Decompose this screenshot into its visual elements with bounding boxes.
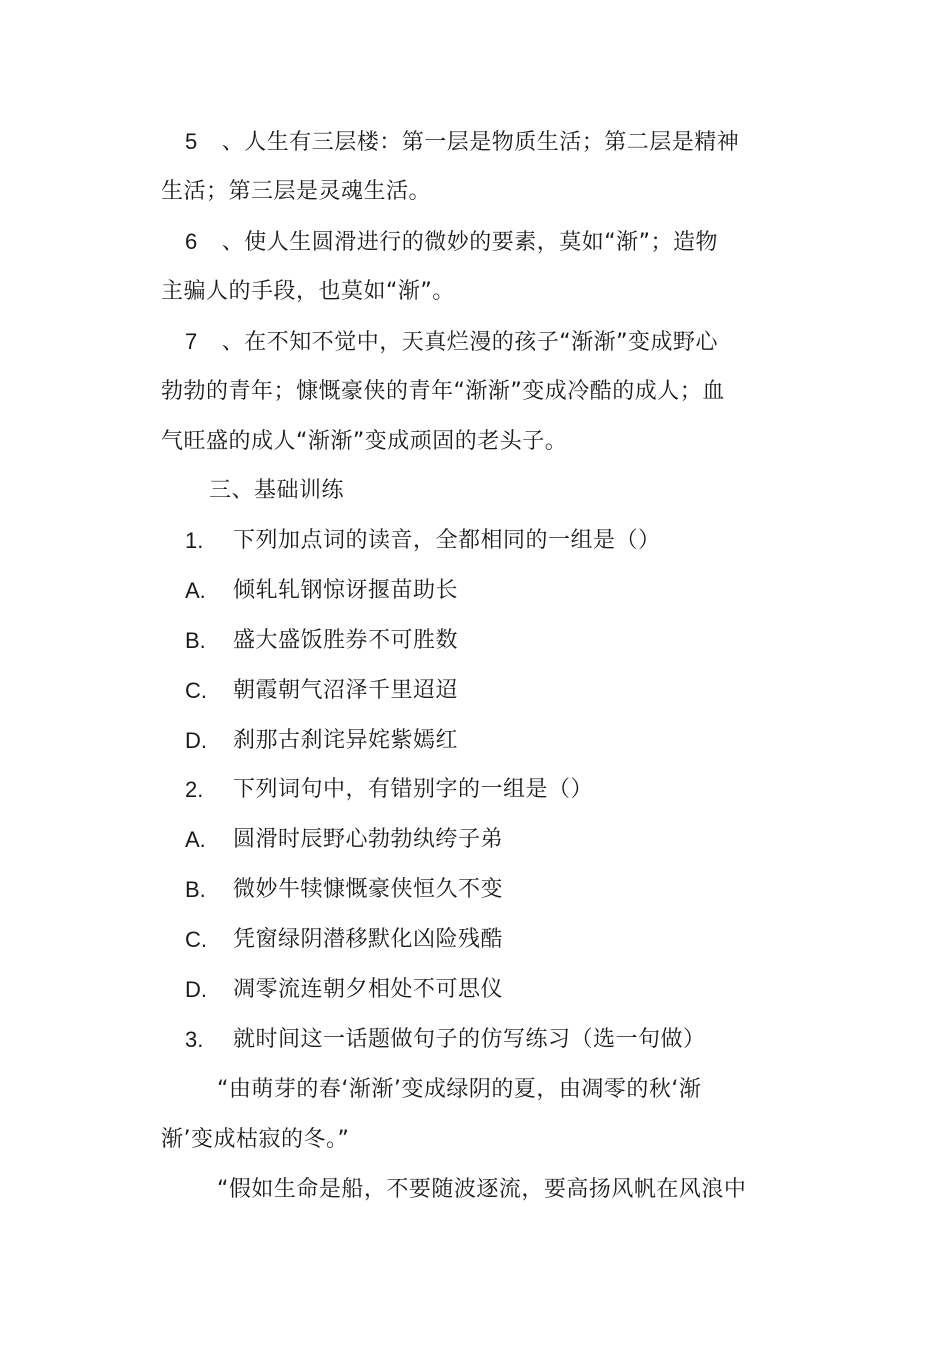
question-text: 就时间这一话题做句子的仿写练习（选一句做） — [233, 1027, 706, 1052]
option-letter: B. — [185, 628, 206, 653]
question-number: 1. — [185, 528, 204, 553]
option-text: 凋零流连朝夕相处不可思仪 — [233, 977, 504, 1002]
item-number: 7 — [185, 329, 198, 354]
question-text: 下列词句中，有错别字的一组是（） — [233, 777, 594, 802]
quote-line: “假如生命是船，不要随波逐流，要高扬风帆在风浪中 — [217, 1177, 747, 1202]
item-text: 、使人生圆滑进行的微妙的要素，莫如“渐”；造物 — [221, 230, 719, 255]
item-6-line — [185, 227, 718, 258]
item-7-continuation: 气旺盛的成人“渐渐”变成顽固的老头子。 — [161, 429, 568, 454]
section-heading: 三、基础训练 — [209, 478, 345, 503]
item-text: 、人生有三层楼：第一层是物质生活；第二层是精神 — [221, 130, 740, 155]
option-text: 倾轧轧钢惊讶揠苗助长 — [233, 578, 459, 603]
question-text: 下列加点词的读音，全都相同的一组是（） — [233, 528, 661, 553]
option-letter: A. — [185, 578, 206, 603]
item-number: 6 — [185, 229, 198, 254]
question-number: 3. — [185, 1027, 204, 1052]
option-text: 刹那古刹诧异姹紫嫣红 — [233, 728, 459, 753]
item-5-continuation: 生活；第三层是灵魂生活。 — [161, 179, 432, 204]
question-number: 2. — [185, 777, 204, 802]
option-text: 微妙牛犊慷慨豪侠恒久不变 — [233, 877, 504, 902]
option-text: 圆滑时辰野心勃勃纨绔子弟 — [233, 827, 504, 852]
option-letter: C. — [185, 927, 207, 952]
option-letter: B. — [185, 877, 206, 902]
quote-line: “由萌芽的春‘渐渐’变成绿阴的夏，由凋零的秋‘渐 — [217, 1077, 702, 1102]
item-7-line — [185, 327, 718, 358]
item-text: 、在不知不觉中，天真烂漫的孩子“渐渐”变成野心 — [221, 330, 719, 355]
option-letter: D. — [185, 728, 207, 753]
item-number: 5 — [185, 129, 198, 154]
quote-line: 渐’变成枯寂的冬。” — [161, 1127, 350, 1152]
option-letter: A. — [185, 827, 206, 852]
option-letter: D. — [185, 977, 207, 1002]
option-text: 盛大盛饭胜券不可胜数 — [233, 628, 459, 653]
option-text: 朝霞朝气沼泽千里迢迢 — [233, 678, 459, 703]
item-7-continuation: 勃勃的青年；慷慨豪侠的青年“渐渐”变成冷酷的成人；血 — [161, 379, 725, 404]
item-5-line — [185, 127, 739, 158]
item-6-continuation: 主骗人的手段，也莫如“渐”。 — [161, 279, 455, 304]
option-letter: C. — [185, 678, 207, 703]
option-text: 凭窗绿阴潜移默化凶险残酷 — [233, 927, 504, 952]
